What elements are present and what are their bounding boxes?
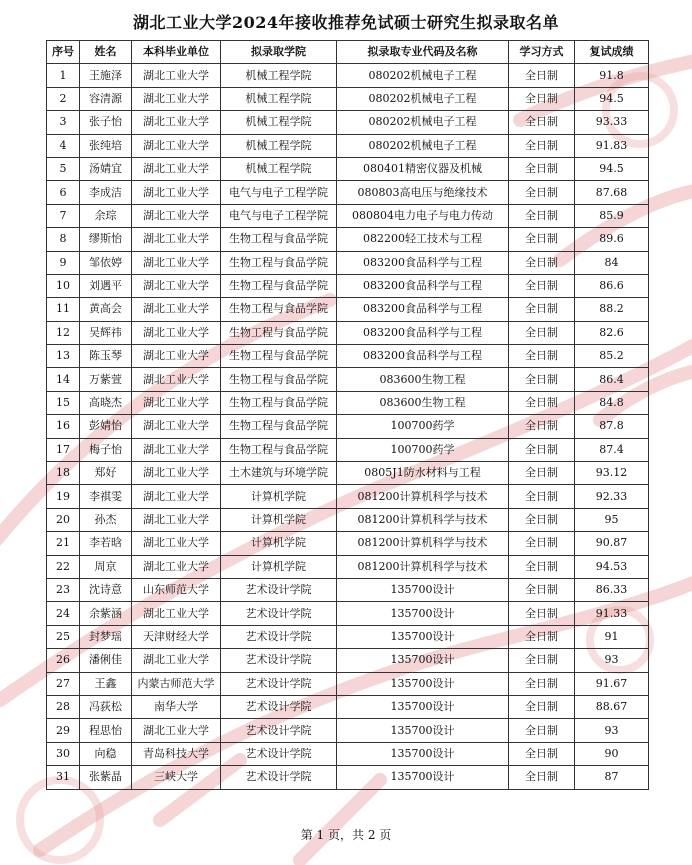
cell-major: 083200食品科学与工程 xyxy=(337,274,509,297)
cell-index: 3 xyxy=(47,111,80,134)
cell-score: 89.6 xyxy=(575,228,649,251)
cell-index: 26 xyxy=(47,649,80,672)
cell-school: 湖北工业大学 xyxy=(132,157,221,180)
page-footer: 第 1 页，共 2 页 xyxy=(300,828,392,842)
col-score-header: 复试成绩 xyxy=(575,41,649,64)
table-body xyxy=(47,64,649,789)
col-college-header: 拟录取学院 xyxy=(221,41,337,64)
cell-index: 11 xyxy=(47,298,80,321)
cell-index: 10 xyxy=(47,274,80,297)
cell-index: 13 xyxy=(47,345,80,368)
cell-name: 王鑫 xyxy=(80,672,132,695)
cell-major: 080803高电压与绝缘技术 xyxy=(337,181,509,204)
cell-college: 艺术设计学院 xyxy=(221,766,337,789)
cell-major: 135700设计 xyxy=(337,578,509,601)
cell-mode: 全日制 xyxy=(509,391,575,414)
cell-name: 梅子怡 xyxy=(80,438,132,461)
cell-school: 湖北工业大学 xyxy=(132,719,221,742)
cell-name: 程思怡 xyxy=(80,719,132,742)
cell-mode: 全日制 xyxy=(509,204,575,227)
table-header-row xyxy=(47,41,649,64)
cell-college: 机械工程学院 xyxy=(221,64,337,87)
col-name-header: 姓名 xyxy=(80,41,132,64)
cell-school: 湖北工业大学 xyxy=(132,181,221,204)
cell-mode: 全日制 xyxy=(509,134,575,157)
cell-mode: 全日制 xyxy=(509,719,575,742)
cell-index: 22 xyxy=(47,555,80,578)
table-row xyxy=(47,766,649,789)
cell-mode: 全日制 xyxy=(509,64,575,87)
col-major-header: 拟录取专业代码及名称 xyxy=(337,41,509,64)
cell-college: 艺术设计学院 xyxy=(221,719,337,742)
cell-college: 生物工程与食品学院 xyxy=(221,321,337,344)
cell-college: 生物工程与食品学院 xyxy=(221,368,337,391)
table-row xyxy=(47,157,649,180)
cell-name: 李祺雯 xyxy=(80,485,132,508)
table-row xyxy=(47,298,649,321)
cell-school: 湖北工业大学 xyxy=(132,532,221,555)
cell-score: 86.4 xyxy=(575,368,649,391)
cell-major: 135700设计 xyxy=(337,602,509,625)
cell-school: 湖北工业大学 xyxy=(132,321,221,344)
cell-index: 6 xyxy=(47,181,80,204)
cell-mode: 全日制 xyxy=(509,228,575,251)
cell-name: 汤婧宜 xyxy=(80,157,132,180)
table-row xyxy=(47,462,649,485)
cell-college: 生物工程与食品学院 xyxy=(221,391,337,414)
table-row xyxy=(47,87,649,110)
table-row xyxy=(47,742,649,765)
cell-score: 90.87 xyxy=(575,532,649,555)
cell-score: 85.9 xyxy=(575,204,649,227)
cell-index: 27 xyxy=(47,672,80,695)
cell-college: 计算机学院 xyxy=(221,555,337,578)
cell-mode: 全日制 xyxy=(509,274,575,297)
table-row xyxy=(47,485,649,508)
cell-mode: 全日制 xyxy=(509,508,575,531)
cell-school: 内蒙古师范大学 xyxy=(132,672,221,695)
cell-name: 孙杰 xyxy=(80,508,132,531)
cell-major: 080202机械电子工程 xyxy=(337,64,509,87)
cell-index: 21 xyxy=(47,532,80,555)
table-row xyxy=(47,228,649,251)
cell-major: 080401精密仪器及机械 xyxy=(337,157,509,180)
cell-score: 94.53 xyxy=(575,555,649,578)
cell-index: 15 xyxy=(47,391,80,414)
table-row xyxy=(47,345,649,368)
cell-index: 20 xyxy=(47,508,80,531)
cell-score: 91.33 xyxy=(575,602,649,625)
table-row xyxy=(47,181,649,204)
cell-major: 135700设计 xyxy=(337,649,509,672)
cell-college: 机械工程学院 xyxy=(221,157,337,180)
cell-college: 生物工程与食品学院 xyxy=(221,274,337,297)
cell-major: 083200食品科学与工程 xyxy=(337,345,509,368)
cell-score: 91.8 xyxy=(575,64,649,87)
table-row xyxy=(47,111,649,134)
cell-index: 9 xyxy=(47,251,80,274)
cell-school: 湖北工业大学 xyxy=(132,228,221,251)
cell-name: 吴辉祎 xyxy=(80,321,132,344)
cell-mode: 全日制 xyxy=(509,345,575,368)
cell-score: 86.33 xyxy=(575,578,649,601)
cell-major: 080804电力电子与电力传动 xyxy=(337,204,509,227)
cell-score: 87.4 xyxy=(575,438,649,461)
page-title: 湖北工业大学2024年接收推荐免试硕士研究生拟录取名单 xyxy=(132,13,560,32)
table-row xyxy=(47,438,649,461)
cell-school: 湖北工业大学 xyxy=(132,602,221,625)
cell-college: 艺术设计学院 xyxy=(221,578,337,601)
cell-school: 湖北工业大学 xyxy=(132,345,221,368)
table-row xyxy=(47,555,649,578)
cell-mode: 全日制 xyxy=(509,672,575,695)
cell-school: 湖北工业大学 xyxy=(132,298,221,321)
cell-index: 12 xyxy=(47,321,80,344)
cell-name: 余琮 xyxy=(80,204,132,227)
admission-table xyxy=(46,40,649,790)
cell-score: 84.8 xyxy=(575,391,649,414)
cell-college: 机械工程学院 xyxy=(221,134,337,157)
cell-major: 081200计算机科学与技术 xyxy=(337,532,509,555)
cell-college: 艺术设计学院 xyxy=(221,742,337,765)
cell-index: 8 xyxy=(47,228,80,251)
cell-college: 电气与电子工程学院 xyxy=(221,181,337,204)
cell-name: 向稳 xyxy=(80,742,132,765)
cell-mode: 全日制 xyxy=(509,578,575,601)
cell-score: 94.5 xyxy=(575,87,649,110)
cell-college: 机械工程学院 xyxy=(221,111,337,134)
cell-school: 湖北工业大学 xyxy=(132,508,221,531)
table-row xyxy=(47,391,649,414)
cell-mode: 全日制 xyxy=(509,695,575,718)
col-mode-header: 学习方式 xyxy=(509,41,575,64)
cell-mode: 全日制 xyxy=(509,368,575,391)
cell-college: 土木建筑与环境学院 xyxy=(221,462,337,485)
cell-index: 29 xyxy=(47,719,80,742)
cell-index: 23 xyxy=(47,578,80,601)
cell-major: 080202机械电子工程 xyxy=(337,134,509,157)
cell-mode: 全日制 xyxy=(509,532,575,555)
cell-score: 84 xyxy=(575,251,649,274)
table-row xyxy=(47,64,649,87)
cell-name: 缪斯怡 xyxy=(80,228,132,251)
cell-name: 容清源 xyxy=(80,87,132,110)
col-index-header: 序号 xyxy=(47,41,80,64)
cell-name: 张纯培 xyxy=(80,134,132,157)
cell-score: 91 xyxy=(575,625,649,648)
cell-school: 湖北工业大学 xyxy=(132,462,221,485)
cell-score: 92.33 xyxy=(575,485,649,508)
cell-score: 82.6 xyxy=(575,321,649,344)
cell-major: 135700设计 xyxy=(337,672,509,695)
cell-college: 生物工程与食品学院 xyxy=(221,251,337,274)
cell-mode: 全日制 xyxy=(509,251,575,274)
cell-index: 17 xyxy=(47,438,80,461)
cell-college: 电气与电子工程学院 xyxy=(221,204,337,227)
cell-major: 135700设计 xyxy=(337,695,509,718)
cell-score: 88.67 xyxy=(575,695,649,718)
cell-school: 山东师范大学 xyxy=(132,578,221,601)
cell-college: 生物工程与食品学院 xyxy=(221,345,337,368)
cell-major: 083600生物工程 xyxy=(337,391,509,414)
cell-mode: 全日制 xyxy=(509,321,575,344)
table-row xyxy=(47,274,649,297)
table-row xyxy=(47,649,649,672)
cell-score: 87.68 xyxy=(575,181,649,204)
cell-school: 湖北工业大学 xyxy=(132,415,221,438)
cell-score: 91.83 xyxy=(575,134,649,157)
cell-school: 湖北工业大学 xyxy=(132,64,221,87)
cell-school: 湖北工业大学 xyxy=(132,274,221,297)
cell-name: 万紫萱 xyxy=(80,368,132,391)
cell-index: 18 xyxy=(47,462,80,485)
cell-major: 083200食品科学与工程 xyxy=(337,251,509,274)
cell-name: 郑好 xyxy=(80,462,132,485)
table-row xyxy=(47,415,649,438)
cell-score: 87 xyxy=(575,766,649,789)
cell-college: 机械工程学院 xyxy=(221,87,337,110)
cell-college: 艺术设计学院 xyxy=(221,672,337,695)
cell-name: 沈诗意 xyxy=(80,578,132,601)
cell-mode: 全日制 xyxy=(509,742,575,765)
cell-college: 计算机学院 xyxy=(221,508,337,531)
cell-school: 湖北工业大学 xyxy=(132,87,221,110)
cell-score: 95 xyxy=(575,508,649,531)
cell-college: 艺术设计学院 xyxy=(221,649,337,672)
cell-mode: 全日制 xyxy=(509,415,575,438)
cell-major: 083200食品科学与工程 xyxy=(337,298,509,321)
cell-school: 湖北工业大学 xyxy=(132,134,221,157)
cell-name: 余紫涵 xyxy=(80,602,132,625)
cell-college: 艺术设计学院 xyxy=(221,695,337,718)
cell-major: 083600生物工程 xyxy=(337,368,509,391)
table-row xyxy=(47,368,649,391)
cell-school: 湖北工业大学 xyxy=(132,649,221,672)
cell-index: 14 xyxy=(47,368,80,391)
cell-mode: 全日制 xyxy=(509,485,575,508)
cell-mode: 全日制 xyxy=(509,111,575,134)
cell-score: 94.5 xyxy=(575,157,649,180)
cell-mode: 全日制 xyxy=(509,298,575,321)
cell-name: 陈玉琴 xyxy=(80,345,132,368)
cell-major: 080202机械电子工程 xyxy=(337,111,509,134)
cell-mode: 全日制 xyxy=(509,766,575,789)
cell-name: 黄高会 xyxy=(80,298,132,321)
cell-name: 冯荻松 xyxy=(80,695,132,718)
cell-major: 135700设计 xyxy=(337,625,509,648)
cell-college: 计算机学院 xyxy=(221,485,337,508)
cell-name: 高晓杰 xyxy=(80,391,132,414)
cell-index: 25 xyxy=(47,625,80,648)
cell-major: 100700药学 xyxy=(337,415,509,438)
cell-score: 87.8 xyxy=(575,415,649,438)
table-row xyxy=(47,251,649,274)
table-row xyxy=(47,532,649,555)
cell-major: 082200轻工技术与工程 xyxy=(337,228,509,251)
cell-name: 周京 xyxy=(80,555,132,578)
cell-major: 081200计算机科学与技术 xyxy=(337,555,509,578)
cell-mode: 全日制 xyxy=(509,625,575,648)
cell-name: 封梦瑶 xyxy=(80,625,132,648)
cell-major: 100700药学 xyxy=(337,438,509,461)
cell-school: 湖北工业大学 xyxy=(132,368,221,391)
cell-score: 93 xyxy=(575,719,649,742)
table-row xyxy=(47,134,649,157)
table-row xyxy=(47,578,649,601)
cell-mode: 全日制 xyxy=(509,462,575,485)
cell-major: 080202机械电子工程 xyxy=(337,87,509,110)
cell-major: 135700设计 xyxy=(337,742,509,765)
table-row xyxy=(47,625,649,648)
cell-college: 艺术设计学院 xyxy=(221,625,337,648)
cell-name: 张子怡 xyxy=(80,111,132,134)
cell-major: 0805J1防水材料与工程 xyxy=(337,462,509,485)
cell-school: 青岛科技大学 xyxy=(132,742,221,765)
cell-index: 31 xyxy=(47,766,80,789)
cell-index: 28 xyxy=(47,695,80,718)
cell-name: 潘俐佳 xyxy=(80,649,132,672)
cell-name: 王施泽 xyxy=(80,64,132,87)
cell-school: 湖北工业大学 xyxy=(132,391,221,414)
table-row xyxy=(47,204,649,227)
cell-mode: 全日制 xyxy=(509,438,575,461)
cell-score: 88.2 xyxy=(575,298,649,321)
cell-index: 24 xyxy=(47,602,80,625)
cell-index: 30 xyxy=(47,742,80,765)
cell-major: 135700设计 xyxy=(337,766,509,789)
table-row xyxy=(47,719,649,742)
cell-school: 三峡大学 xyxy=(132,766,221,789)
cell-major: 081200计算机科学与技术 xyxy=(337,485,509,508)
cell-mode: 全日制 xyxy=(509,602,575,625)
cell-mode: 全日制 xyxy=(509,87,575,110)
cell-school: 南华大学 xyxy=(132,695,221,718)
cell-school: 湖北工业大学 xyxy=(132,555,221,578)
cell-score: 91.67 xyxy=(575,672,649,695)
cell-index: 1 xyxy=(47,64,80,87)
cell-major: 135700设计 xyxy=(337,719,509,742)
cell-school: 湖北工业大学 xyxy=(132,251,221,274)
table-row xyxy=(47,508,649,531)
cell-mode: 全日制 xyxy=(509,555,575,578)
cell-mode: 全日制 xyxy=(509,649,575,672)
cell-score: 93.33 xyxy=(575,111,649,134)
cell-index: 7 xyxy=(47,204,80,227)
cell-index: 16 xyxy=(47,415,80,438)
cell-score: 93 xyxy=(575,649,649,672)
table-row xyxy=(47,672,649,695)
cell-college: 计算机学院 xyxy=(221,532,337,555)
cell-score: 85.2 xyxy=(575,345,649,368)
cell-major: 083200食品科学与工程 xyxy=(337,321,509,344)
table-row xyxy=(47,321,649,344)
cell-score: 86.6 xyxy=(575,274,649,297)
cell-index: 4 xyxy=(47,134,80,157)
cell-school: 湖北工业大学 xyxy=(132,111,221,134)
cell-college: 生物工程与食品学院 xyxy=(221,228,337,251)
cell-name: 刘遇平 xyxy=(80,274,132,297)
cell-name: 彭婧怡 xyxy=(80,415,132,438)
cell-school: 天津财经大学 xyxy=(132,625,221,648)
cell-college: 生物工程与食品学院 xyxy=(221,415,337,438)
cell-score: 90 xyxy=(575,742,649,765)
cell-score: 93.12 xyxy=(575,462,649,485)
cell-name: 李成洁 xyxy=(80,181,132,204)
col-school-header: 本科毕业单位 xyxy=(132,41,221,64)
cell-school: 湖北工业大学 xyxy=(132,485,221,508)
cell-name: 张紫晶 xyxy=(80,766,132,789)
cell-major: 081200计算机科学与技术 xyxy=(337,508,509,531)
cell-college: 生物工程与食品学院 xyxy=(221,438,337,461)
cell-college: 艺术设计学院 xyxy=(221,602,337,625)
cell-index: 2 xyxy=(47,87,80,110)
table-row xyxy=(47,602,649,625)
cell-mode: 全日制 xyxy=(509,157,575,180)
cell-college: 生物工程与食品学院 xyxy=(221,298,337,321)
cell-index: 19 xyxy=(47,485,80,508)
cell-school: 湖北工业大学 xyxy=(132,438,221,461)
table-row xyxy=(47,695,649,718)
cell-name: 邹依婷 xyxy=(80,251,132,274)
cell-name: 李若晗 xyxy=(80,532,132,555)
cell-index: 5 xyxy=(47,157,80,180)
cell-mode: 全日制 xyxy=(509,181,575,204)
cell-school: 湖北工业大学 xyxy=(132,204,221,227)
